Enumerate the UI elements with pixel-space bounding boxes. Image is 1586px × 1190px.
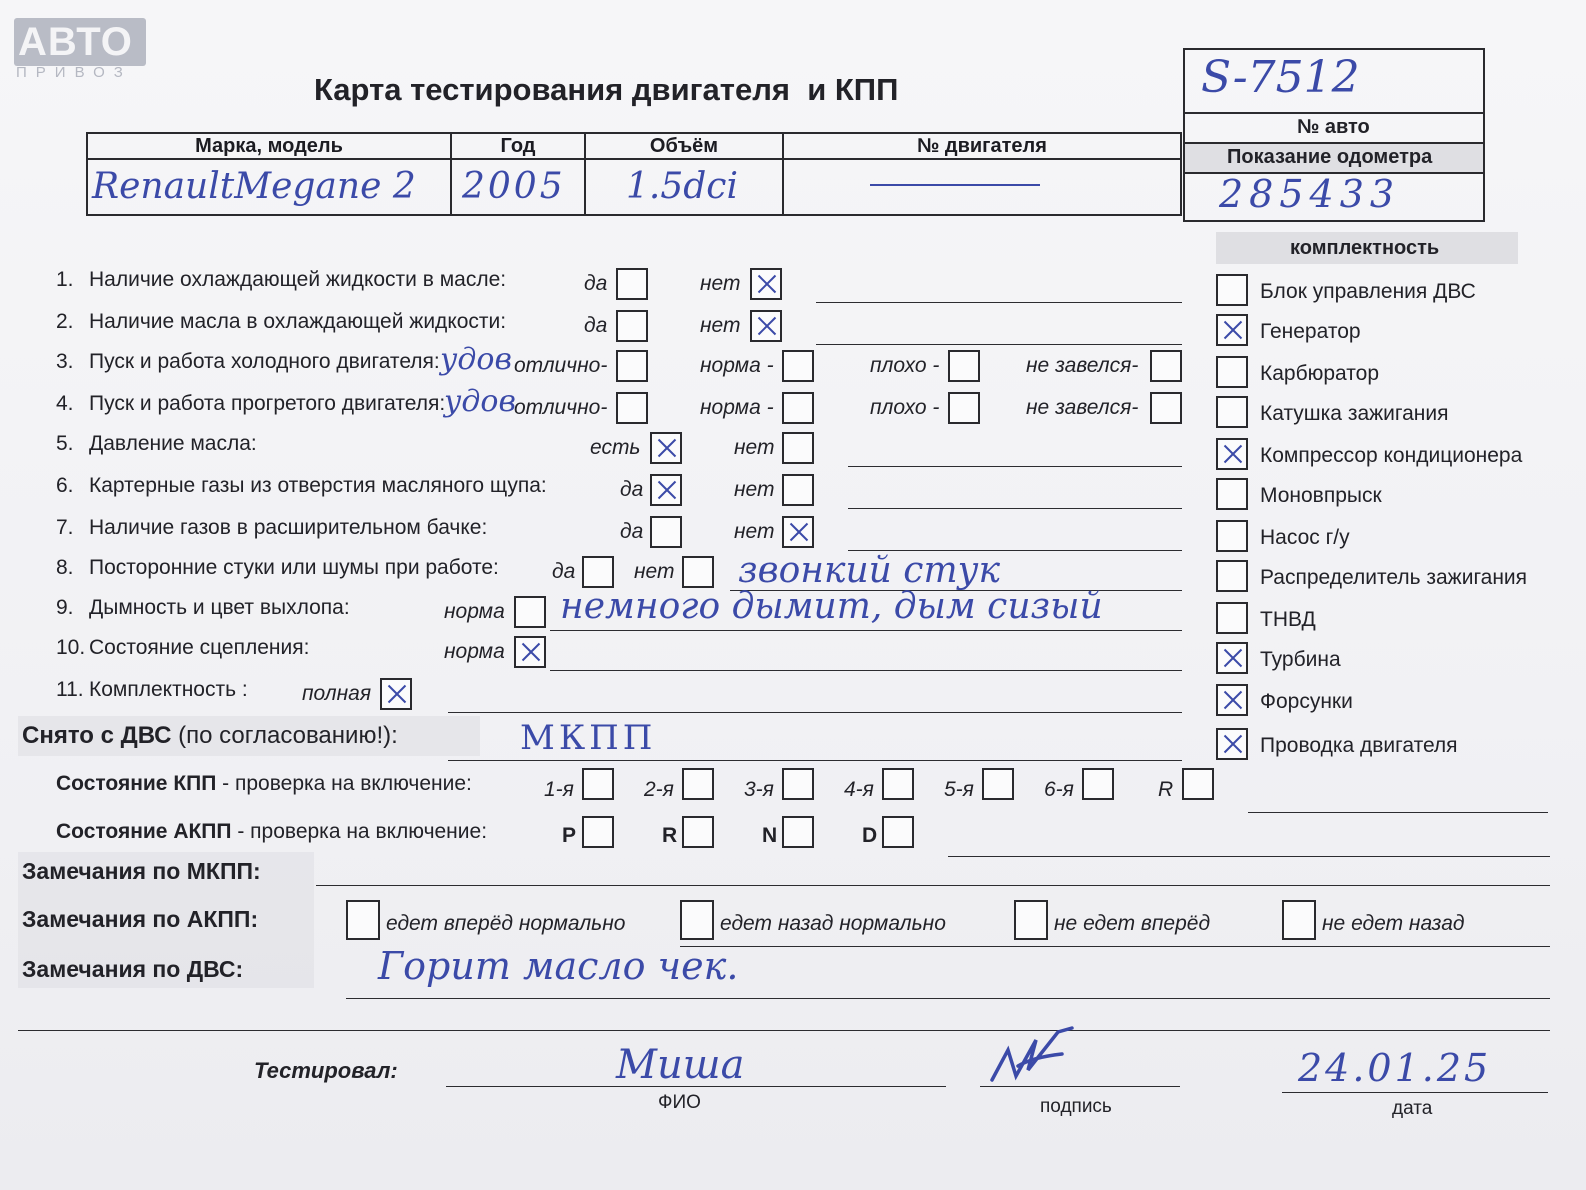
kpp-gear-label: 1-я: [544, 778, 574, 801]
answer-full-checkbox[interactable]: [380, 678, 412, 710]
option-bad-label: плохо -: [870, 396, 940, 419]
handwritten-note: немного дымит, дым сизый: [560, 586, 1103, 627]
komplekt-item-label: Карбюратор: [1260, 362, 1380, 385]
komplekt-item-label: Насос г/у: [1260, 526, 1350, 549]
akpp-option-checkbox[interactable]: [1282, 900, 1316, 940]
car-number: S-7512: [1201, 52, 1360, 103]
kpp-gear-label: R: [1158, 778, 1174, 801]
akpp-line: [948, 856, 1550, 857]
answer-no-checkbox[interactable]: [782, 432, 814, 464]
corner-box: [1183, 48, 1485, 222]
question-number: 9.: [56, 596, 74, 619]
question-number: 1.: [56, 268, 74, 291]
akpp-gear-label: P: [562, 824, 577, 847]
kpp-gear-label: 3-я: [744, 778, 774, 801]
test-date: 24.01.25: [1298, 1046, 1492, 1090]
answer-normal-label: норма: [444, 640, 505, 663]
logo-text: АВТО: [18, 20, 133, 64]
answer-no-label: нет: [634, 560, 675, 583]
komplekt-item-label: ТНВД: [1260, 608, 1316, 631]
komplekt-item-label: Турбина: [1260, 648, 1341, 671]
question-number: 11.: [56, 678, 84, 701]
option-not-started-checkbox[interactable]: [1150, 392, 1182, 424]
volume-value: 1.5dci: [626, 166, 738, 207]
tester-name: Миша: [616, 1042, 745, 1088]
answer-yes-label: да: [584, 272, 608, 295]
question-text: Пуск и работа холодного двигателя:: [89, 350, 440, 373]
option-bad-checkbox[interactable]: [948, 350, 980, 382]
remarks-dvs-value: Горит масло чек.: [378, 944, 739, 988]
kpp-gear-checkbox[interactable]: [1082, 768, 1114, 800]
answer-yes-label: да: [620, 478, 644, 501]
kpp-gear-label: 5-я: [944, 778, 974, 801]
option-normal-checkbox[interactable]: [782, 392, 814, 424]
option-bad-checkbox[interactable]: [948, 392, 980, 424]
answer-no-label: нет: [700, 272, 741, 295]
logo: [14, 18, 146, 66]
akpp-option-label: едет назад нормально: [720, 912, 946, 935]
question-number: 8.: [56, 556, 74, 579]
signature-caption: подпись: [1040, 1096, 1112, 1117]
kpp-label: [56, 772, 472, 796]
komplekt-checkbox[interactable]: [1216, 478, 1248, 510]
vehicle-info-table: [86, 132, 1182, 216]
question-text: Состояние сцепления:: [89, 636, 310, 659]
remarks-akpp-line: [680, 946, 1550, 947]
removed-label-rest: (по согласованию!):: [171, 722, 398, 749]
akpp-gear-checkbox[interactable]: [882, 816, 914, 848]
answer-no-label: нет: [700, 314, 741, 337]
header-year: Год: [451, 133, 585, 159]
komplekt-checkbox[interactable]: [1216, 314, 1248, 346]
question-number: 4.: [56, 392, 74, 415]
handwritten-note: удов: [440, 342, 512, 377]
date-caption: дата: [1392, 1098, 1433, 1119]
signature-line: [980, 1086, 1180, 1087]
answer-no-label: нет: [734, 520, 775, 543]
signature: [988, 1020, 1088, 1086]
question-text: Картерные газы из отверстия масляного щупа:: [89, 474, 547, 497]
question-text: Пуск и работа прогретого двигателя:: [89, 392, 446, 415]
kpp-gear-checkbox[interactable]: [882, 768, 914, 800]
komplekt-checkbox[interactable]: [1216, 356, 1248, 388]
komplekt-item-label: Проводка двигателя: [1260, 734, 1458, 757]
divider: [1185, 112, 1485, 114]
remarks-dvs-line: [346, 998, 1550, 999]
question-number: 3.: [56, 350, 74, 373]
question-text: Наличие масла в охлаждающей жидкости:: [89, 310, 507, 333]
question-text: Наличие охлаждающей жидкости в масле:: [89, 268, 507, 291]
answer-full-label: полная: [302, 682, 372, 705]
answer-yes-checkbox[interactable]: [616, 310, 648, 342]
note-line: [816, 344, 1182, 345]
akpp-option-label: не едет назад: [1322, 912, 1465, 935]
komplekt-item-label: Форсунки: [1260, 690, 1353, 713]
komplekt-checkbox[interactable]: [1216, 602, 1248, 634]
option-bad-label: плохо -: [870, 354, 940, 377]
remarks-akpp-label: Замечания по АКПП:: [22, 906, 259, 932]
note-line: [550, 630, 1182, 631]
kpp-gear-label: 4-я: [844, 778, 874, 801]
name-caption: ФИО: [658, 1092, 701, 1113]
komplekt-checkbox[interactable]: [1216, 728, 1248, 760]
kpp-label-rest: - проверка на включение:: [216, 772, 472, 795]
komplekt-checkbox[interactable]: [1216, 274, 1248, 306]
question-text: Комплектность :: [89, 678, 248, 701]
answer-normal-checkbox[interactable]: [514, 596, 546, 628]
header-engine-number: № двигателя: [783, 133, 1181, 159]
komplekt-checkbox[interactable]: [1216, 520, 1248, 552]
removed-label-bold: Снято с ДВС: [22, 722, 172, 749]
model-value: RenaultMegane 2: [92, 166, 416, 207]
answer-no-checkbox[interactable]: [782, 474, 814, 506]
logo-subtitle: ПРИВОЗ: [16, 64, 132, 81]
akpp-option-checkbox[interactable]: [346, 900, 380, 940]
kpp-line: [1248, 812, 1548, 813]
option-excellent-label: отлично-: [514, 354, 608, 377]
komplekt-checkbox[interactable]: [1216, 396, 1248, 428]
question-text: Давление масла:: [89, 432, 257, 455]
akpp-gear-label: D: [862, 824, 878, 847]
year-value: 2005: [462, 166, 566, 207]
engine-number-cell: [783, 159, 1181, 215]
odometer-label: Показание одометра: [1227, 146, 1433, 168]
akpp-gear-label: R: [662, 824, 678, 847]
akpp-label-bold: Состояние АКПП: [56, 820, 232, 843]
akpp-label: [56, 820, 487, 844]
page-title: Карта тестирования двигателя и КПП: [314, 72, 899, 107]
removed-label: [22, 722, 398, 750]
akpp-option-label: не едет вперёд: [1054, 912, 1211, 935]
akpp-option-checkbox[interactable]: [680, 900, 714, 940]
option-excellent-checkbox[interactable]: [616, 350, 648, 382]
name-line: [446, 1086, 946, 1087]
akpp-gear-checkbox[interactable]: [582, 816, 614, 848]
question-number: 6.: [56, 474, 74, 497]
akpp-option-label: едет вперёд нормально: [386, 912, 626, 935]
handwritten-note: удов: [444, 384, 516, 419]
akpp-label-rest: - проверка на включение:: [231, 820, 488, 843]
kpp-label-bold: Состояние КПП: [56, 772, 217, 795]
kpp-gear-label: 2-я: [644, 778, 674, 801]
kpp-gear-checkbox[interactable]: [582, 768, 614, 800]
question-text: Посторонние стуки или шумы при работе:: [89, 556, 499, 579]
kpp-gear-checkbox[interactable]: [682, 768, 714, 800]
answer-no-checkbox[interactable]: [682, 556, 714, 588]
komplekt-item-label: Катушка зажигания: [1260, 402, 1449, 425]
komplekt-item-label: Моновпрыск: [1260, 484, 1382, 507]
auto-number-label: № авто: [1297, 116, 1370, 138]
option-not-started-label: не завелся-: [1026, 354, 1139, 377]
komplekt-checkbox[interactable]: [1216, 560, 1248, 592]
note-line: [848, 466, 1182, 467]
answer-yes-label: есть: [590, 436, 641, 459]
komplekt-checkbox[interactable]: [1216, 438, 1248, 470]
answer-yes-checkbox[interactable]: [650, 474, 682, 506]
komplekt-checkbox[interactable]: [1216, 684, 1248, 716]
komplekt-title: комплектность: [1290, 237, 1440, 259]
akpp-option-checkbox[interactable]: [1014, 900, 1048, 940]
answer-yes-checkbox[interactable]: [616, 268, 648, 300]
question-text: Наличие газов в расширительном бачке:: [89, 516, 488, 539]
model-cell: [87, 159, 451, 215]
answer-yes-checkbox[interactable]: [582, 556, 614, 588]
remarks-extra-line: [18, 1030, 1550, 1031]
kpp-gear-label: 6-я: [1044, 778, 1074, 801]
remarks-dvs-label: Замечания по ДВС:: [22, 956, 244, 982]
answer-no-checkbox[interactable]: [750, 310, 782, 342]
answer-yes-label: да: [552, 560, 576, 583]
question-number: 10.: [56, 636, 86, 659]
answer-yes-checkbox[interactable]: [650, 432, 682, 464]
note-line: [448, 712, 1182, 713]
option-normal-checkbox[interactable]: [782, 350, 814, 382]
answer-normal-label: норма: [444, 600, 505, 623]
option-excellent-label: отлично-: [514, 396, 608, 419]
header-model: Марка, модель: [87, 133, 451, 159]
header-volume: Объём: [585, 133, 783, 159]
answer-normal-checkbox[interactable]: [514, 636, 546, 668]
answer-yes-label: да: [584, 314, 608, 337]
question-text: Дымность и цвет выхлопа:: [89, 596, 350, 619]
remarks-mkpp-line: [316, 885, 1550, 886]
komplekt-item-label: Распределитель зажигания: [1260, 566, 1528, 589]
akpp-gear-label: N: [762, 824, 778, 847]
option-excellent-checkbox[interactable]: [616, 392, 648, 424]
note-line: [816, 302, 1182, 303]
answer-yes-label: да: [620, 520, 644, 543]
komplekt-item-label: Генератор: [1260, 320, 1361, 343]
komplekt-checkbox[interactable]: [1216, 642, 1248, 674]
handwritten-note: звонкий стук: [738, 550, 1000, 591]
note-line: [550, 670, 1182, 671]
option-normal-label: норма -: [700, 396, 774, 419]
komplekt-item-label: Компрессор кондиционера: [1260, 444, 1523, 467]
answer-no-label: нет: [734, 478, 775, 501]
question-number: 2.: [56, 310, 74, 333]
answer-no-label: нет: [734, 436, 775, 459]
kpp-gear-checkbox[interactable]: [1182, 768, 1214, 800]
remarks-mkpp-label: Замечания по МКПП:: [22, 858, 261, 884]
volume-cell: [585, 159, 783, 215]
answer-no-checkbox[interactable]: [750, 268, 782, 300]
answer-no-checkbox[interactable]: [782, 516, 814, 548]
date-line: [1282, 1092, 1548, 1093]
option-normal-label: норма -: [700, 354, 774, 377]
removed-value: МКПП: [520, 718, 657, 758]
question-number: 7.: [56, 516, 74, 539]
akpp-gear-checkbox[interactable]: [682, 816, 714, 848]
question-number: 5.: [56, 432, 74, 455]
komplekt-header: [1216, 232, 1518, 264]
engine-number-dash: [870, 184, 1040, 186]
answer-yes-checkbox[interactable]: [650, 516, 682, 548]
kpp-gear-checkbox[interactable]: [782, 768, 814, 800]
akpp-gear-checkbox[interactable]: [782, 816, 814, 848]
removed-line: [448, 760, 1182, 761]
option-not-started-checkbox[interactable]: [1150, 350, 1182, 382]
kpp-gear-checkbox[interactable]: [982, 768, 1014, 800]
year-cell: [451, 159, 585, 215]
odometer-value: 285433: [1219, 172, 1401, 216]
tested-by-label: Тестировал:: [254, 1058, 398, 1083]
odometer-label-bg: [1185, 142, 1483, 174]
note-line: [848, 508, 1182, 509]
option-not-started-label: не завелся-: [1026, 396, 1139, 419]
komplekt-item-label: Блок управления ДВС: [1260, 280, 1476, 303]
